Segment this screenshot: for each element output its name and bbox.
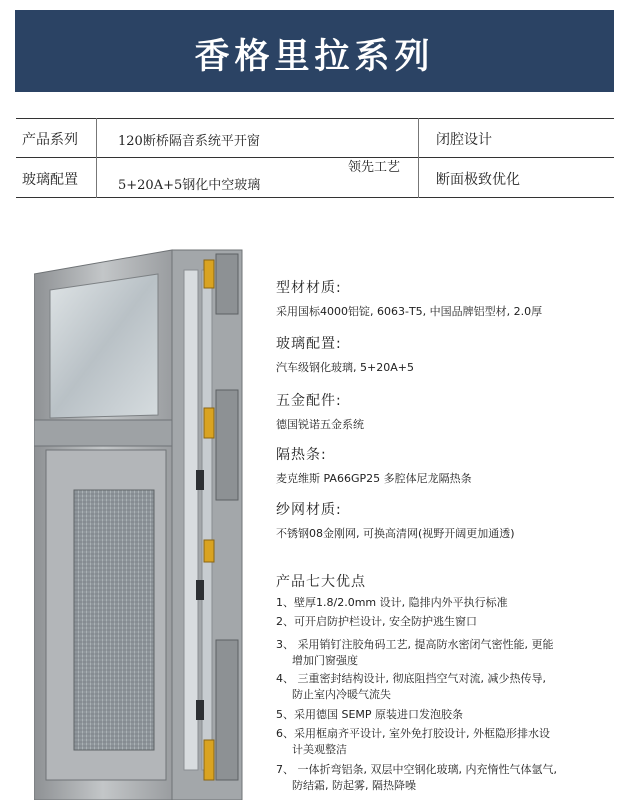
spec-label: 纱网材质: <box>276 502 342 518</box>
advantage-text-cont: 计美观整洁 <box>292 743 347 756</box>
table-divider-2 <box>418 118 419 198</box>
spec-table <box>16 118 614 198</box>
row1-value: 120断桥隔音系统平开窗 <box>118 134 260 149</box>
advantage-text: 2、可开启防护栏设计, 安全防护逃生窗口 <box>276 615 477 628</box>
page-title: 香格里拉系列 <box>194 37 435 77</box>
spec-value: 麦克维斯 PA66GP25 多腔体尼龙隔热条 <box>276 472 472 485</box>
row2-feature: 断面极致优化 <box>436 172 520 188</box>
advantage-text: 7、 一体折弯铝条, 双层中空钢化玻璃, 内充惰性气体氩气, <box>276 763 557 776</box>
spec-thermal-strip <box>276 444 472 486</box>
window-profile-image <box>34 240 256 800</box>
advantage-text: 4、 三重密封结构设计, 彻底阻挡空气对流, 减少热传导, <box>276 672 546 685</box>
advantage-item-2 <box>276 614 477 630</box>
spec-value: 采用国标4000铝锭, 6063-T5, 中国品牌铝型材, 2.0厚 <box>276 305 543 318</box>
spec-label: 型材材质: <box>276 280 342 296</box>
advantage-item-3 <box>276 637 553 669</box>
advantage-text-cont: 增加门窗强度 <box>292 654 358 667</box>
table-rule-top <box>16 118 614 119</box>
advantages-title: 产品七大优点 <box>276 574 366 590</box>
spec-glass <box>276 333 414 375</box>
table-rule-middle <box>16 157 614 158</box>
table-rule-bottom <box>16 197 614 198</box>
spec-hardware <box>276 390 364 432</box>
advantage-item-1 <box>276 595 508 611</box>
advantage-text: 1、壁厚1.8/2.0mm 设计, 隐排内外平执行标准 <box>276 596 508 609</box>
table-divider-1 <box>96 118 97 198</box>
spec-screen <box>276 499 515 541</box>
title-banner <box>15 10 614 92</box>
advantage-text-cont: 防结霜, 防起雾, 隔热降噪 <box>292 779 416 792</box>
row2-value: 5+20A+5钢化中空玻璃 <box>118 178 261 193</box>
advantage-item-5 <box>276 707 463 723</box>
advantage-text: 5、采用德国 SEMP 原装进口发泡胶条 <box>276 708 464 721</box>
advantage-text: 3、 采用销钉注胶角码工艺, 提高防水密闭气密性能, 更能 <box>276 638 554 651</box>
spec-value: 不锈钢08金刚网, 可换高清网(视野开阔更加通透) <box>276 527 515 540</box>
advantage-text-cont: 防止室内冷暖气流失 <box>292 688 391 701</box>
row2-note: 领先工艺 <box>348 160 401 175</box>
advantage-text: 6、采用框扇齐平设计, 室外免打胶设计, 外框隐形排水设 <box>276 727 550 740</box>
row1-feature: 闭腔设计 <box>436 132 492 148</box>
advantage-item-6 <box>276 726 550 758</box>
spec-label: 隔热条: <box>276 447 327 463</box>
spec-value: 德国锐诺五金系统 <box>276 418 364 431</box>
advantage-item-4 <box>276 671 546 703</box>
advantage-item-7 <box>276 762 557 794</box>
spec-value: 汽车级钢化玻璃, 5+20A+5 <box>276 361 414 374</box>
row1-label: 产品系列 <box>22 132 78 148</box>
spec-profile-material <box>276 277 542 319</box>
spec-label: 玻璃配置: <box>276 336 342 352</box>
row2-label: 玻璃配置 <box>22 172 78 188</box>
spec-label: 五金配件: <box>276 393 342 409</box>
